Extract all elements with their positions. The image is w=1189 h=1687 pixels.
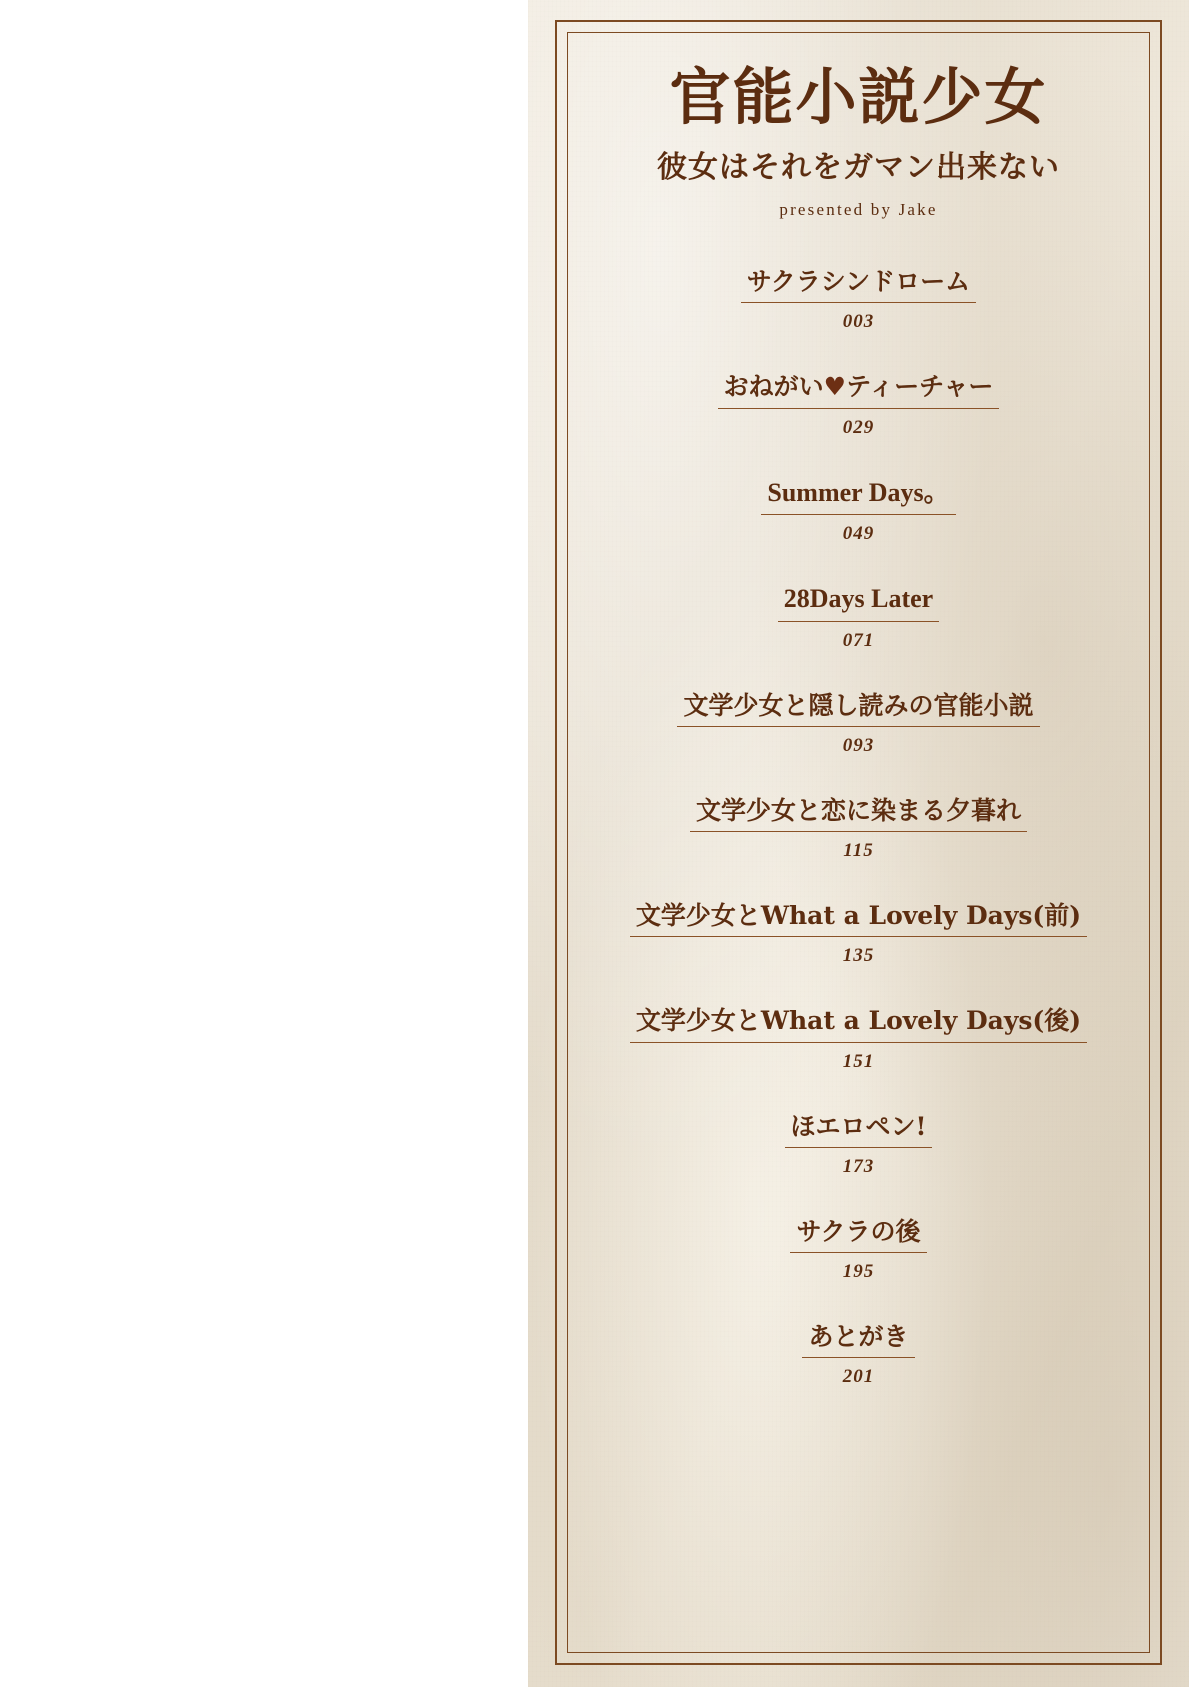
toc-entry-title[interactable]: ほエロペン! [785,1111,933,1148]
toc-entry[interactable] [597,900,1120,967]
toc-entry-title[interactable]: サクラシンドローム [741,266,976,303]
toc-entry[interactable] [597,371,1120,438]
toc-entry[interactable] [597,583,1120,652]
toc-entry-title[interactable]: 文学少女と恋に染まる夕暮れ [690,795,1027,832]
toc-entry-title[interactable]: 文学少女とWhat a Lovely Days(後) [630,1005,1087,1042]
toc-entry[interactable] [597,690,1120,757]
blank-left-page [0,0,528,1687]
toc-entry-title[interactable]: 文学少女とWhat a Lovely Days(前) [630,900,1087,937]
toc-entry[interactable] [597,1111,1120,1178]
toc-entry-title[interactable]: Summer Days。 [761,477,955,516]
toc-entry[interactable] [597,477,1120,546]
toc-entry-page: 049 [842,523,875,545]
toc-entry-title[interactable]: 28Days Later [778,583,939,622]
heart-icon: ♥ [823,372,847,402]
book-main-title: 官能小説少女 [669,62,1048,133]
toc-entry-title[interactable]: 文学少女と隠し読みの官能小説 [677,690,1039,727]
book-sub-title: 彼女はそれをガマン出来ない [657,150,1060,186]
toc-entry-page: 135 [842,945,875,967]
toc-list [597,266,1120,1388]
toc-entry-title[interactable]: おねがい♥ティーチャー [718,371,1000,408]
toc-entry-title[interactable]: サクラの後 [790,1216,926,1253]
toc-entry-page: 201 [842,1366,875,1388]
toc-entry-title[interactable]: あとがき [802,1321,914,1358]
toc-entry-page: 173 [842,1155,875,1177]
toc-entry-page: 003 [842,311,875,333]
toc-entry-page: 071 [842,629,875,651]
toc-entry[interactable] [597,795,1120,862]
page-content [567,32,1150,1653]
title-block [597,62,1120,220]
toc-entry[interactable] [597,1216,1120,1283]
toc-entry-page: 093 [842,734,875,756]
table-of-contents-page [528,0,1189,1687]
toc-entry[interactable] [597,1005,1120,1072]
toc-entry-page: 195 [842,1261,875,1283]
toc-entry-page: 115 [843,840,874,862]
book-byline: presented by Jake [779,200,938,220]
toc-entry-page: 029 [842,416,875,438]
toc-entry-page: 151 [842,1050,875,1072]
toc-entry[interactable] [597,1321,1120,1388]
toc-entry[interactable] [597,266,1120,333]
